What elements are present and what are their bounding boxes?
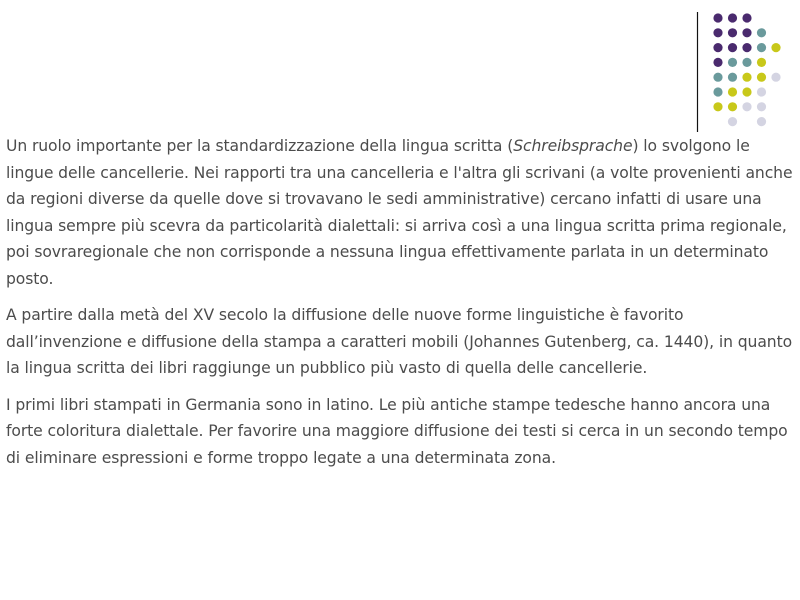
decorative-dot <box>742 58 751 67</box>
decorative-dot <box>728 28 737 37</box>
dot-pattern <box>713 13 780 126</box>
decorative-dot <box>757 87 766 96</box>
decorative-dot <box>713 58 722 67</box>
decorative-dot <box>728 117 737 126</box>
decorative-dot <box>757 117 766 126</box>
schreibsprache-term: Schreibsprache <box>513 137 633 155</box>
decorative-dot <box>713 43 722 52</box>
paragraph-2: A partire dalla metà del XV secolo la diffusione delle nuove forme linguistiche è favorito dall’invenzione e diffusione della stampa a caratteri mobili (Johannes Gutenberg, ca. 1440), in quanto la lingua scritta dei libri raggiunge un pubblico più vasto di quella delle cancellerie. <box>6 306 793 377</box>
decorative-dot <box>728 87 737 96</box>
decorative-dot <box>757 102 766 111</box>
paragraph-3: I primi libri stampati in Germania sono in latino. Le più antiche stampe tedesche hanno ancora una forte coloritura dialettale. Per favorire una maggiore diffusione dei testi si cerca in un secondo tempo di eliminare espressioni e forme troppo legate a una determinata zona. <box>6 395 788 467</box>
decorative-dot <box>757 28 766 37</box>
decorative-dot <box>713 13 722 22</box>
text-content <box>6 133 794 481</box>
decorative-dot <box>713 28 722 37</box>
decorative-dot <box>771 43 780 52</box>
decorative-dot <box>713 87 722 96</box>
decorative-dot <box>728 102 737 111</box>
decorative-dot <box>757 73 766 82</box>
decorative-dot <box>757 58 766 67</box>
decorative-dot <box>742 13 751 22</box>
decorative-dot <box>742 73 751 82</box>
decorative-dot <box>742 43 751 52</box>
decorative-dot <box>742 87 751 96</box>
paragraph-1-start: Un ruolo importante per la standardizzazione della lingua scritta ( <box>6 137 514 155</box>
decorative-dot <box>742 102 751 111</box>
decorative-dot <box>728 73 737 82</box>
decorative-dot <box>742 28 751 37</box>
decorative-dot <box>757 43 766 52</box>
paragraph-1-end: ) lo svolgono le lingue delle cancellerie. Nei rapporti tra una cancelleria e l'altra gli scrivani (a volte provenienti anche da regioni diverse da quelle dove si trovavano le sedi amministrative) cercano infatti di usare una lingua sempre più scevra da particolarità dialettali: si arriva così a una lingua scritta prima regionale, poi sovraregionale che non corrisponde a nessuna lingua effettivamente parlata in un determinato posto. <box>6 137 793 288</box>
decorative-dot <box>728 13 737 22</box>
decorative-dot <box>728 43 737 52</box>
decorative-dot <box>713 73 722 82</box>
decorative-dot <box>728 58 737 67</box>
decorative-dot <box>771 73 780 82</box>
paragraph-1 <box>6 133 794 292</box>
decorative-dot <box>713 102 722 111</box>
